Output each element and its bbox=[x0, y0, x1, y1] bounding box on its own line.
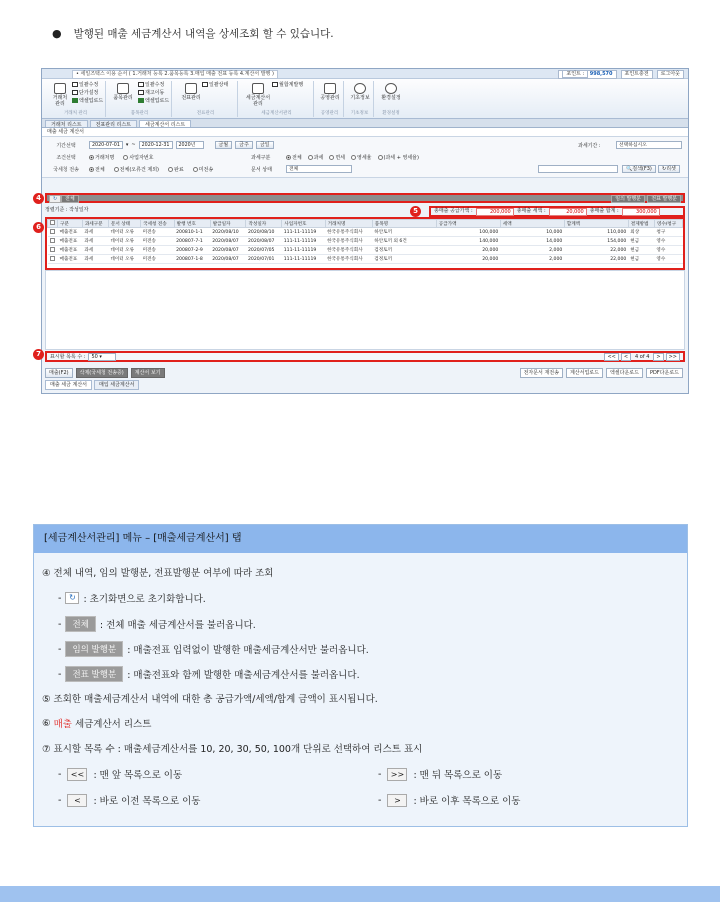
taxtype-radio-mix[interactable]: (과세 + 영세율) bbox=[378, 154, 419, 161]
chart-icon bbox=[324, 83, 336, 94]
table-cell: 2020/07/05 bbox=[246, 246, 282, 255]
xml-upload-button[interactable]: 계산서업로드 bbox=[566, 368, 603, 378]
search-input[interactable] bbox=[538, 165, 618, 173]
table-cell: 하안토끼 외 6건 bbox=[372, 237, 436, 246]
total-tax-label: 총매출 세액 : bbox=[516, 208, 546, 214]
table-cell: 10,000 bbox=[500, 228, 564, 237]
public-manage-button[interactable]: 공영관리 bbox=[318, 83, 342, 101]
doc-state-select[interactable]: 전체 bbox=[286, 165, 352, 173]
excel-icon bbox=[72, 98, 78, 103]
ribbon-group-public bbox=[316, 81, 344, 117]
total-sum-label: 총매출 합계 : bbox=[589, 208, 619, 214]
nts-label: 국세청 전송 bbox=[53, 166, 79, 173]
total-supply-label: 총매출 공급가액 : bbox=[434, 208, 473, 214]
col-header[interactable]: 문서 상태 bbox=[108, 220, 140, 228]
ribbon-caption: 기초정보 bbox=[350, 111, 369, 116]
page-size-select[interactable]: 50 ▾ bbox=[88, 353, 116, 361]
table-cell: 미전송 bbox=[141, 228, 174, 237]
intro-line bbox=[52, 26, 334, 41]
col-header[interactable]: 세액 bbox=[500, 220, 564, 228]
filter-panel: 기간선택 2020-07-01 ▾ ~ 2020-12-31 2020년 금월 금주 금일 과세기간 : 선택하십시오 조건선택 거래처명 사업자번호 과세구분 전체 과세 면세 영세율 (과세 + 영세율) 국세청 전송 전체 전체(오류건 제외) 완료 미전송 문서 상태 전체 🔍검색(F3) ↻리셋 bbox=[42, 137, 688, 178]
view-invoice-button[interactable]: 계산서 보기 bbox=[131, 368, 165, 378]
ribbon-group-settings bbox=[376, 81, 406, 117]
table-cell: 과세 bbox=[82, 237, 108, 246]
table-cell: 검정토끼 bbox=[372, 255, 436, 264]
next-page-sample: > bbox=[387, 794, 407, 807]
line-4c: - 임의 발행분 : 매출전표 입력없이 발행한 매출세금계산서만 불러옵니다. bbox=[58, 641, 369, 657]
table-cell: 외상 bbox=[628, 228, 654, 237]
col-header[interactable]: 작성일자 bbox=[246, 220, 282, 228]
table-cell: 200810-1-1 bbox=[174, 228, 210, 237]
invoice-grid bbox=[45, 217, 685, 270]
all-button[interactable]: 전체 bbox=[61, 195, 79, 203]
line-4a: - ↻ : 초기화면으로 초기화합니다. bbox=[58, 592, 206, 605]
points-display: 포인트 : 998,570 bbox=[558, 70, 616, 79]
table-cell: 22,000 bbox=[564, 246, 628, 255]
item-bulk-edit-button[interactable]: 일괄수정 bbox=[138, 82, 164, 88]
page-indicator: 4 of 4 bbox=[635, 354, 650, 360]
reset-view-icon[interactable]: ↻ bbox=[49, 195, 61, 203]
taxtype-radio-zero[interactable]: 영세율 bbox=[351, 154, 372, 161]
table-row[interactable] bbox=[48, 237, 683, 246]
cond-radio-bizno[interactable]: 사업자번호 bbox=[123, 154, 153, 161]
tab-voucher-list[interactable]: 전표관리 리스트 bbox=[90, 120, 137, 127]
settings-button[interactable]: 환경설정 bbox=[378, 83, 404, 101]
line-7: ⑦ 표시할 목록 수 : 매출세금계산서를 10, 20, 30, 50, 100개 단위로 선택하여 리스트 표시 bbox=[42, 744, 423, 755]
ribbon-caption: 전표관리 bbox=[196, 111, 215, 116]
row-checkbox[interactable] bbox=[50, 256, 55, 261]
pager bbox=[604, 353, 680, 361]
table-cell: 데이터 오류 bbox=[108, 246, 140, 255]
temp-button-sample: 임의 발행분 bbox=[65, 641, 123, 657]
table-cell: 청구 bbox=[654, 228, 682, 237]
row-checkbox[interactable] bbox=[50, 229, 55, 234]
temp-issued-button[interactable]: 임의 발행분 bbox=[611, 195, 645, 203]
reset-button[interactable]: ↻리셋 bbox=[658, 165, 680, 173]
first-page-button[interactable]: << bbox=[604, 353, 618, 361]
voucher-icon bbox=[185, 83, 197, 94]
totals-box bbox=[429, 206, 685, 217]
client-manage-button[interactable]: 거래처 관리 bbox=[50, 83, 70, 107]
panel-title: [세금계산서관리] 메뉴 – [매출세금계산서] 탭 bbox=[34, 525, 687, 553]
marker-5: 5 bbox=[410, 206, 421, 217]
table-cell: 111-11-11119 bbox=[282, 237, 325, 246]
ribbon-group-item bbox=[108, 81, 172, 117]
row-checkbox[interactable] bbox=[50, 247, 55, 252]
select-all-checkbox[interactable] bbox=[50, 220, 55, 225]
ribbon-caption: 거래처 관리 bbox=[63, 111, 88, 116]
basic-info-button[interactable]: 기초정보 bbox=[348, 83, 372, 101]
app-topbar bbox=[42, 69, 688, 79]
tax-period-select[interactable]: 선택하십시오 bbox=[616, 141, 682, 149]
period-label: 기간선택 bbox=[56, 142, 76, 149]
table-cell: 과세 bbox=[82, 246, 108, 255]
search-icon: 🔍 bbox=[626, 166, 633, 172]
row-checkbox[interactable] bbox=[50, 238, 55, 243]
table-cell: 데이터 오류 bbox=[108, 228, 140, 237]
nav-prev-line: - < : 바로 이전 목록으로 이동 bbox=[58, 794, 201, 807]
tax-type-label: 과세구분 bbox=[251, 154, 271, 161]
nav-last-line: - >> : 맨 뒤 목록으로 이동 bbox=[378, 768, 503, 781]
client-bulk-edit-button[interactable]: 일괄수정 bbox=[72, 82, 98, 88]
item-manage-button[interactable]: 품목관리 bbox=[112, 83, 134, 101]
col-header[interactable]: 과세구분 bbox=[82, 220, 108, 228]
col-header[interactable]: 발행 번호 bbox=[174, 220, 210, 228]
marker-7: 7 bbox=[33, 349, 44, 360]
line-4: ④ 전체 내역, 임의 발행분, 전표발행분 여부에 따라 조회 bbox=[42, 568, 274, 579]
ribbon-group-basic bbox=[346, 81, 374, 117]
col-header[interactable]: 국세청 전송 bbox=[141, 220, 174, 228]
table-cell: 미전송 bbox=[141, 237, 174, 246]
date-to-input[interactable]: 2020-12-31 bbox=[139, 141, 173, 149]
voucher-manage-button[interactable]: 전표관리 bbox=[180, 83, 202, 101]
table-cell: 현금 bbox=[628, 237, 654, 246]
prev-page-button[interactable]: < bbox=[621, 353, 631, 361]
prev-page-sample: < bbox=[67, 794, 87, 807]
table-cell: 영수 bbox=[654, 255, 682, 264]
table-cell: 매출전표 bbox=[58, 255, 83, 264]
taxtype-radio-tax[interactable]: 과세 bbox=[308, 154, 324, 161]
ribbon-caption: 공영관리 bbox=[320, 111, 339, 116]
table-cell: 과세 bbox=[82, 255, 108, 264]
total-supply-value: 200,000 bbox=[476, 208, 514, 216]
nts-radio-noerr[interactable]: 전체(오류건 제외) bbox=[114, 166, 159, 173]
table-cell: 한국유통주식회사 bbox=[325, 237, 372, 246]
doc-tabs bbox=[42, 119, 688, 128]
delete-button[interactable]: 삭제(국세청 전송증) bbox=[76, 368, 128, 378]
gear-icon bbox=[385, 83, 397, 94]
table-cell: 111-11-11119 bbox=[282, 255, 325, 264]
cond-radio-client[interactable]: 거래처명 bbox=[89, 154, 114, 161]
table-cell: 현금 bbox=[628, 246, 654, 255]
intro-text: 발행된 매출 세금계산서 내역을 상세조회 할 수 있습니다. bbox=[73, 28, 334, 40]
nts-radio-all[interactable]: 전체 bbox=[89, 166, 105, 173]
usage-notice: • 세일즈택스 이용 순서 ( 1.거래처 등록 2.품목등록 3.매입 매출 전표 등록 4.계산서 발행 ) bbox=[72, 70, 278, 79]
col-header[interactable]: 합계액 bbox=[564, 220, 628, 228]
bottom-tabs bbox=[45, 380, 139, 390]
nav-next-line: - > : 바로 이후 목록으로 이동 bbox=[378, 794, 521, 807]
table-cell: 100,000 bbox=[436, 228, 500, 237]
table-cell: 하안토끼 bbox=[372, 228, 436, 237]
ribbon-group-taxinvoice bbox=[240, 81, 314, 117]
table-row[interactable] bbox=[48, 255, 683, 264]
grid-empty-area bbox=[45, 270, 685, 350]
marker-6: 6 bbox=[33, 222, 44, 233]
table-cell: 14,000 bbox=[500, 237, 564, 246]
monthly-issue-button[interactable]: 월합계발행 bbox=[272, 82, 303, 88]
action-bar bbox=[45, 367, 685, 378]
col-header[interactable]: 영수/청구 bbox=[654, 220, 682, 228]
invoice-icon bbox=[252, 83, 264, 94]
refresh-icon: ↻ bbox=[662, 166, 667, 172]
table-cell: 영수 bbox=[654, 237, 682, 246]
table-cell: 154,000 bbox=[564, 237, 628, 246]
table-cell: 매출전표 bbox=[58, 237, 83, 246]
table-cell: 20,000 bbox=[436, 246, 500, 255]
table-cell: 110,000 bbox=[564, 228, 628, 237]
item-icon bbox=[117, 83, 129, 94]
table-cell: 2020/08/10 bbox=[210, 228, 246, 237]
client-excel-upload-button[interactable]: 엑셀업로드 bbox=[72, 98, 103, 104]
ribbon bbox=[42, 79, 688, 119]
this-week-button[interactable]: 금주 bbox=[235, 141, 253, 149]
table-cell: 매출전표 bbox=[58, 246, 83, 255]
ribbon-group-client bbox=[46, 81, 106, 117]
pdf-download-button[interactable]: PDF다운로드 bbox=[646, 368, 683, 378]
col-header[interactable]: 품목명 bbox=[372, 220, 436, 228]
first-page-sample: << bbox=[67, 768, 87, 781]
nts-radio-unsent[interactable]: 미전송 bbox=[193, 166, 214, 173]
table-cell: 미전송 bbox=[141, 255, 174, 264]
grid-header bbox=[48, 220, 683, 228]
table-cell: 20,000 bbox=[436, 255, 500, 264]
table-cell: 22,000 bbox=[564, 255, 628, 264]
table-cell: 미전송 bbox=[141, 246, 174, 255]
logout-button[interactable]: 로그아웃 bbox=[657, 70, 684, 79]
info-icon bbox=[354, 83, 366, 94]
voucher-button-sample: 전표 발행분 bbox=[65, 666, 123, 682]
taxtype-radio-all[interactable]: 전체 bbox=[286, 154, 302, 161]
col-header[interactable]: 발급일자 bbox=[210, 220, 246, 228]
col-header[interactable]: 공급가액 bbox=[436, 220, 500, 228]
sale-add-button[interactable]: 매출(F2) bbox=[45, 368, 73, 378]
excel-download-button[interactable]: 엑셀다운로드 bbox=[606, 368, 643, 378]
item-excel-upload-button[interactable]: 엑셀업로드 bbox=[138, 98, 169, 104]
sort-base-label: 정렬기준 : 작성일자 bbox=[45, 207, 89, 213]
tab-taxinvoice-list[interactable]: 세금계산서 리스트 bbox=[139, 120, 191, 127]
all-button-sample: 전체 bbox=[65, 616, 95, 632]
nts-radio-done[interactable]: 완료 bbox=[168, 166, 184, 173]
table-cell: 200807-1-8 bbox=[174, 255, 210, 264]
table-cell: 현금 bbox=[628, 255, 654, 264]
client-icon bbox=[54, 83, 66, 94]
table-row[interactable] bbox=[48, 246, 683, 255]
voucher-bulk-state-button[interactable]: 일괄상태 bbox=[202, 82, 228, 88]
taxtype-radio-free[interactable]: 면세 bbox=[329, 154, 345, 161]
line-5: ⑤ 조회한 매출세금계산서 내역에 대한 총 공급가액/세액/합계 금액이 표시됩니다. bbox=[42, 694, 378, 705]
app-screenshot bbox=[41, 68, 689, 394]
table-cell: 111-11-11119 bbox=[282, 228, 325, 237]
refresh-icon: ↻ bbox=[65, 592, 79, 604]
last-page-button[interactable]: >> bbox=[666, 353, 680, 361]
taxinvoice-manage-button[interactable]: 세금계산서 관리 bbox=[244, 83, 272, 107]
table-cell: 데이터 오류 bbox=[108, 237, 140, 246]
date-from-input[interactable]: 2020-07-01 bbox=[89, 141, 123, 149]
table-cell: 검정토끼 bbox=[372, 246, 436, 255]
marker-4: 4 bbox=[33, 193, 44, 204]
table-cell: 2020/08/10 bbox=[246, 228, 282, 237]
table-cell: 200807-7-1 bbox=[174, 237, 210, 246]
stock-move-button[interactable]: 재고이동 bbox=[138, 90, 164, 96]
table-cell: 영수 bbox=[654, 246, 682, 255]
resend-button[interactable]: 전자문서 재전송 bbox=[520, 368, 563, 378]
table-cell: 2020/08/07 bbox=[246, 237, 282, 246]
doc-state-label: 문서 상태 bbox=[251, 166, 272, 173]
tab-sales-invoice[interactable]: 매출 세금 계산서 bbox=[45, 380, 92, 390]
table-cell: 2020/08/07 bbox=[210, 237, 246, 246]
table-cell: 2020/08/07 bbox=[210, 246, 246, 255]
col-header[interactable]: 거래처명 bbox=[325, 220, 372, 228]
table-cell: 한국유통주식회사 bbox=[325, 255, 372, 264]
table-cell: 2,000 bbox=[500, 255, 564, 264]
nav-first-line: - << : 맨 앞 목록으로 이동 bbox=[58, 768, 183, 781]
calendar-icon[interactable]: ▾ bbox=[125, 142, 129, 148]
line-6: ⑥ 매출 세금계산서 리스트 bbox=[42, 717, 152, 730]
filter-bar bbox=[45, 193, 685, 203]
table-cell: 과세 bbox=[82, 228, 108, 237]
condition-label: 조건선택 bbox=[56, 154, 76, 161]
ribbon-caption: 세금계산서관리 bbox=[261, 111, 292, 116]
total-sum-value: 300,000 bbox=[622, 208, 660, 216]
last-page-sample: >> bbox=[387, 768, 407, 781]
table-row[interactable] bbox=[48, 228, 683, 237]
page-size-bar bbox=[45, 351, 685, 362]
table-cell: 2020/08/07 bbox=[210, 255, 246, 264]
table-cell: 한국유통주식회사 bbox=[325, 246, 372, 255]
table-cell: 200807-2-9 bbox=[174, 246, 210, 255]
tab-purchase-invoice[interactable]: 매입 세금계산서 bbox=[94, 380, 139, 390]
bullet-icon: ● bbox=[52, 27, 62, 40]
year-select[interactable]: 2020년 bbox=[176, 141, 204, 149]
footer-bar bbox=[0, 886, 720, 902]
table-cell: 데이터 오류 bbox=[108, 255, 140, 264]
table-cell: 111-11-11119 bbox=[282, 246, 325, 255]
col-header[interactable]: 구분 bbox=[58, 220, 83, 228]
point-charge-button[interactable]: 포인트충전 bbox=[621, 70, 653, 79]
table-cell: 2020/07/01 bbox=[246, 255, 282, 264]
tab-client-list[interactable]: 거래처 리스트 bbox=[45, 120, 88, 127]
page-size-label: 표시할 목록 수 : bbox=[50, 354, 86, 360]
table-cell: 140,000 bbox=[436, 237, 500, 246]
client-price-button[interactable]: 단가설정 bbox=[72, 90, 98, 96]
voucher-issued-button[interactable]: 전표 발행분 bbox=[647, 195, 681, 203]
line-4b: - 전체 : 전체 매출 세금계산서를 불러옵니다. bbox=[58, 616, 256, 632]
today-button[interactable]: 금일 bbox=[256, 141, 274, 149]
table-cell: 2,000 bbox=[500, 246, 564, 255]
explain-panel bbox=[33, 524, 688, 827]
ribbon-caption: 품목관리 bbox=[130, 111, 149, 116]
this-month-button[interactable]: 금월 bbox=[215, 141, 233, 149]
summary-row bbox=[45, 206, 685, 217]
tax-period-label: 과세기간 : bbox=[578, 142, 601, 149]
ribbon-group-voucher bbox=[174, 81, 238, 117]
line-4d: - 전표 발행분 : 매출전표와 함께 발행한 매출세금계산서를 불러옵니다. bbox=[58, 666, 360, 682]
search-button[interactable]: 🔍검색(F3) bbox=[622, 165, 656, 173]
col-header[interactable]: 사업자번호 bbox=[282, 220, 325, 228]
total-tax-value: 20,000 bbox=[549, 208, 587, 216]
col-header[interactable]: 결제방법 bbox=[628, 220, 654, 228]
table-cell: 한국유통주식회사 bbox=[325, 228, 372, 237]
page-title: 매출 세금 계산서 bbox=[42, 128, 688, 137]
next-page-button[interactable]: > bbox=[653, 353, 663, 361]
ribbon-caption: 환경설정 bbox=[382, 111, 400, 116]
table-cell: 매출전표 bbox=[58, 228, 83, 237]
